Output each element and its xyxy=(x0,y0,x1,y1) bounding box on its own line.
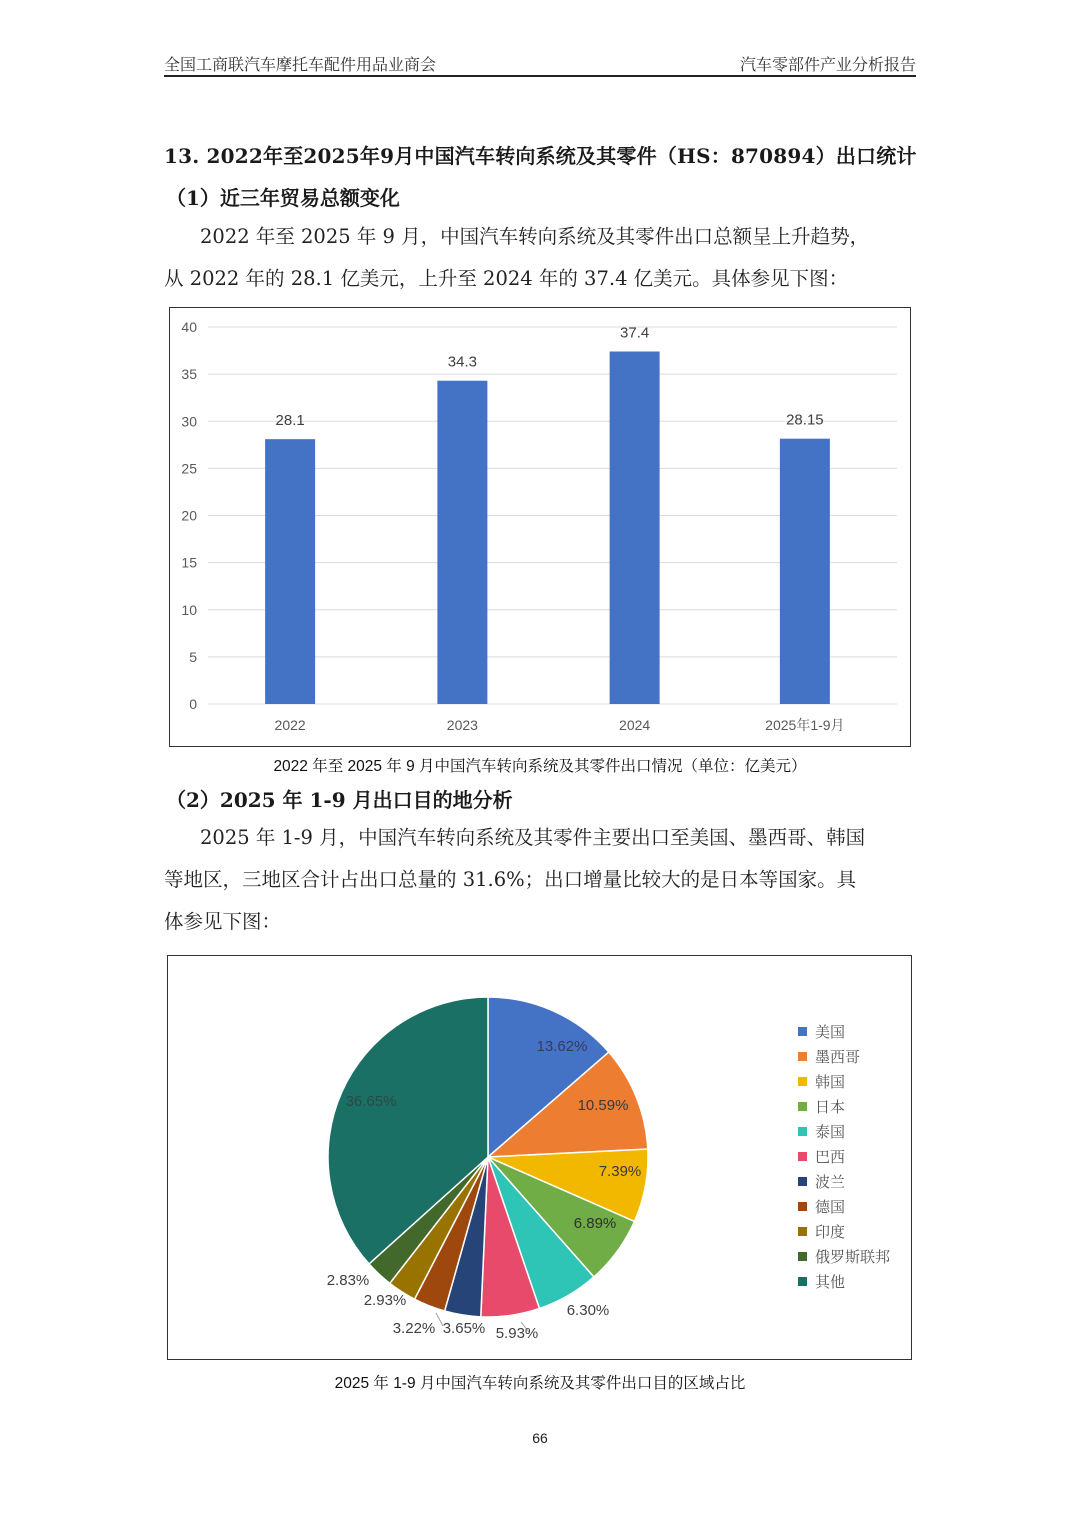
pie-value-label: 36.65% xyxy=(345,1093,397,1110)
x-tick-label: 2023 xyxy=(446,717,478,733)
legend-label: 俄罗斯联邦 xyxy=(815,1248,891,1266)
legend-item xyxy=(798,1119,890,1144)
legend-item xyxy=(798,1244,890,1269)
y-tick-label: 0 xyxy=(189,696,197,712)
legend-swatch-icon xyxy=(798,1077,807,1086)
legend-item xyxy=(798,1194,890,1219)
pie-value-label: 13.62% xyxy=(536,1038,588,1055)
legend-swatch-icon xyxy=(798,1102,807,1111)
bar-chart-frame xyxy=(169,307,911,747)
legend-swatch-icon xyxy=(798,1252,807,1261)
legend-item xyxy=(798,1219,890,1244)
legend-swatch-icon xyxy=(798,1177,807,1186)
bar-chart-caption: 2022 年至 2025 年 9 月中国汽车转向系统及其零件出口情况（单位：亿美元） xyxy=(273,758,807,775)
bar-chart xyxy=(170,308,912,748)
legend-label: 韩国 xyxy=(815,1073,846,1091)
legend-swatch-icon xyxy=(798,1277,807,1286)
x-tick-label: 2022 xyxy=(274,717,306,733)
pie-value-label: 3.22% xyxy=(392,1320,436,1337)
paragraph-line: 等地区，三地区合计占出口总量的 31.6%；出口增量比较大的是日本等国家。具 xyxy=(164,868,857,891)
y-tick-label: 35 xyxy=(181,366,197,383)
subsection2-paragraph xyxy=(164,817,916,859)
legend-swatch-icon xyxy=(798,1027,807,1036)
bar xyxy=(610,352,660,704)
bar-value-label: 28.15 xyxy=(786,411,824,429)
header-divider xyxy=(164,75,916,77)
paragraph-line: 体参见下图： xyxy=(164,910,282,933)
bar xyxy=(437,381,487,704)
pie-value-label: 5.93% xyxy=(495,1325,539,1342)
legend-item xyxy=(798,1269,890,1294)
y-tick-label: 30 xyxy=(181,413,197,430)
legend-item xyxy=(798,1044,890,1069)
legend-swatch-icon xyxy=(798,1202,807,1211)
pie-value-label: 3.65% xyxy=(442,1320,486,1337)
legend-item xyxy=(798,1069,890,1094)
section-title: 13. 2022年至2025年9月中国汽车转向系统及其零件（HS：870894）出口统计 xyxy=(164,144,917,168)
legend-item xyxy=(798,1169,890,1194)
subsection1-paragraph-cont xyxy=(164,258,916,300)
pie-value-label: 2.83% xyxy=(326,1272,370,1289)
legend-swatch-icon xyxy=(798,1227,807,1236)
bar-value-label: 28.1 xyxy=(275,412,305,430)
legend-item xyxy=(798,1144,890,1169)
legend-swatch-icon xyxy=(798,1152,807,1161)
legend-item xyxy=(798,1094,890,1119)
legend-label: 印度 xyxy=(815,1223,846,1241)
legend-swatch-icon xyxy=(798,1052,807,1061)
legend-label: 巴西 xyxy=(815,1148,846,1166)
bar-value-label: 34.3 xyxy=(447,353,477,371)
x-tick-label: 2025年1-9月 xyxy=(765,717,845,733)
y-tick-label: 10 xyxy=(181,601,197,618)
paragraph-line: 2022 年至 2025 年 9 月，中国汽车转向系统及其零件出口总额呈上升趋势， xyxy=(200,225,870,248)
y-tick-label: 40 xyxy=(181,319,197,335)
y-tick-label: 20 xyxy=(181,507,197,524)
pie-value-label: 6.89% xyxy=(573,1215,617,1232)
pie-value-label: 2.93% xyxy=(363,1292,407,1309)
pie-chart-caption: 2025 年 1-9 月中国汽车转向系统及其零件出口目的区域占比 xyxy=(334,1375,746,1392)
bar xyxy=(265,439,315,704)
legend-label: 墨西哥 xyxy=(815,1048,861,1066)
pie-chart-frame xyxy=(167,955,912,1360)
subsection1-title: （1）近三年贸易总额变化 xyxy=(166,186,400,210)
pie-value-label: 10.59% xyxy=(577,1097,629,1114)
pie-value-label: 6.30% xyxy=(566,1302,610,1319)
legend-label: 其他 xyxy=(815,1273,846,1291)
bar xyxy=(780,439,830,704)
legend-swatch-icon xyxy=(798,1127,807,1136)
bar-value-label: 37.4 xyxy=(620,324,650,342)
header-left-org: 全国工商联汽车摩托车配件用品业商会 xyxy=(164,55,437,74)
subsection1-paragraph xyxy=(164,216,916,258)
legend-label: 波兰 xyxy=(815,1173,846,1191)
legend-label: 日本 xyxy=(815,1098,846,1116)
paragraph-line: 从 2022 年的 28.1 亿美元，上升至 2024 年的 37.4 亿美元。具体参见下图： xyxy=(164,267,849,290)
subsection2-paragraph-cont xyxy=(164,859,916,943)
legend-item xyxy=(798,1019,890,1044)
x-tick-label: 2024 xyxy=(619,717,651,733)
y-tick-label: 5 xyxy=(189,648,197,665)
pie-value-label: 7.39% xyxy=(598,1163,642,1180)
page-number: 66 xyxy=(532,1430,548,1446)
header-right-title: 汽车零部件产业分析报告 xyxy=(739,55,916,74)
y-tick-label: 25 xyxy=(181,460,197,477)
legend-label: 泰国 xyxy=(815,1123,846,1141)
legend-label: 德国 xyxy=(815,1198,846,1216)
pie-legend xyxy=(798,1019,890,1294)
legend-label: 美国 xyxy=(815,1023,846,1041)
paragraph-line: 2025 年 1-9 月，中国汽车转向系统及其零件主要出口至美国、墨西哥、韩国 xyxy=(200,826,866,849)
y-tick-label: 15 xyxy=(181,554,197,571)
subsection2-title: （2）2025 年 1-9 月出口目的地分析 xyxy=(166,788,513,812)
